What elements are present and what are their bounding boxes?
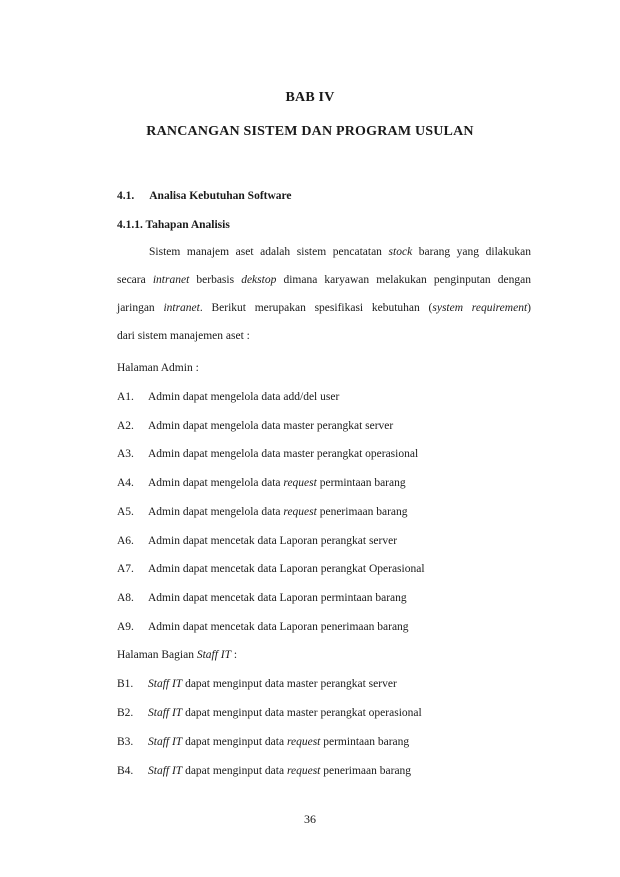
chapter-title: RANCANGAN SISTEM DAN PROGRAM USULAN (146, 124, 474, 139)
item-text: Admin dapat mengelola data master perangkat server (148, 419, 394, 432)
list-item (117, 678, 397, 690)
item-text: Admin dapat mencetak data Laporan perangkat server (148, 534, 398, 547)
item-code: B3. (117, 736, 134, 748)
item-code: A7. (117, 563, 134, 576)
list-item (117, 707, 422, 719)
item-text: Admin dapat mengelola data (148, 477, 284, 490)
item-text: Admin dapat mengelola data master perangkat operasional (148, 448, 419, 461)
list-item (117, 621, 409, 633)
item-text: Admin dapat mencetak data Laporan perangkat Operasional (148, 563, 425, 576)
item-text: dapat menginput data master perangkat operasional (182, 707, 422, 719)
section-heading (117, 190, 292, 202)
list-item (117, 391, 339, 403)
admin-section-label: Halaman Admin : (117, 362, 199, 374)
list-item (117, 736, 409, 748)
item-code: A4. (117, 477, 134, 490)
item-code: A1. (117, 391, 134, 403)
intro-line-2: secara intranet berbasis dekstop dimana karyawan melakukan penginputan dengan (117, 274, 531, 286)
item-text: Admin dapat mengelola data (148, 505, 284, 518)
list-item (117, 592, 407, 604)
item-code: B1. (117, 678, 134, 690)
item-code: A9. (117, 620, 134, 633)
item-text: penerimaan barang (320, 765, 412, 777)
list-item (117, 563, 425, 575)
item-text-emphasis: request (283, 505, 317, 518)
item-text-emphasis: Staff IT (148, 736, 183, 748)
item-text: penerimaan barang (316, 505, 408, 518)
item-text: Admin dapat mencetak data Laporan permintaan barang (148, 591, 407, 604)
item-text: permintaan barang (316, 477, 406, 490)
list-item (117, 506, 408, 518)
item-text: dapat menginput data (182, 736, 287, 748)
intro-paragraph (117, 238, 531, 350)
intro-line-1: Sistem manajem aset adalah sistem pencatatan stock barang yang dilakukan (149, 246, 531, 258)
item-text: Admin dapat mencetak data Laporan penerimaan barang (148, 620, 409, 633)
list-item (117, 448, 418, 460)
list-item (117, 477, 406, 489)
page-number: 36 (304, 812, 316, 826)
item-text: dapat menginput data master perangkat server (182, 678, 397, 690)
intro-line-3: jaringan intranet. Berikut merupakan spesifikasi kebutuhan (system requirement) (117, 302, 531, 314)
item-code: B2. (117, 707, 134, 719)
staff-section-label: Halaman Bagian Staff IT : (117, 649, 238, 661)
item-text-emphasis: request (283, 477, 317, 490)
item-text-emphasis: request (286, 765, 321, 777)
section-title: Analisa Kebutuhan Software (149, 190, 292, 202)
item-text: permintaan barang (320, 736, 410, 748)
list-item (117, 535, 397, 547)
item-code: A2. (117, 419, 134, 432)
intro-line-4: dari sistem manajemen aset : (117, 330, 250, 342)
chapter-label: BAB IV (285, 90, 335, 105)
item-code: B4. (117, 765, 134, 777)
list-item (117, 420, 393, 432)
item-code: A6. (117, 534, 134, 547)
subsection-heading: 4.1.1. Tahapan Analisis (117, 219, 230, 231)
item-text: dapat menginput data (182, 765, 287, 777)
item-text-emphasis: Staff IT (148, 678, 183, 690)
item-code: A8. (117, 591, 134, 604)
item-text-emphasis: request (286, 736, 321, 748)
item-code: A3. (117, 448, 134, 461)
section-number: 4.1. (117, 190, 135, 202)
item-text-emphasis: Staff IT (148, 707, 183, 719)
item-code: A5. (117, 505, 134, 518)
item-text-emphasis: Staff IT (148, 765, 183, 777)
list-item (117, 765, 411, 777)
item-text: Admin dapat mengelola data add/del user (148, 391, 340, 403)
